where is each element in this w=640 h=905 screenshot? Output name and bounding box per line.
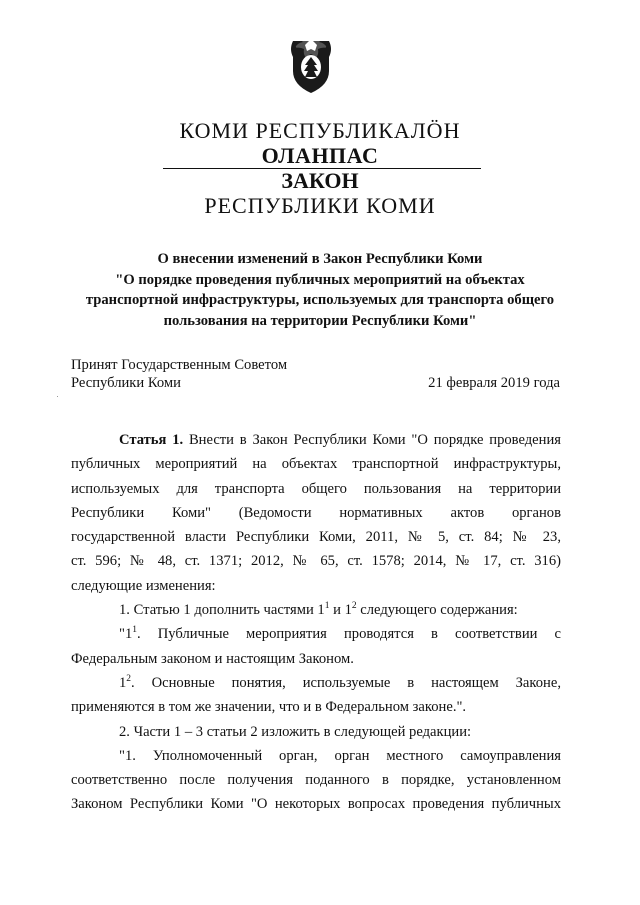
adoption-info: [71, 356, 287, 392]
article-1: [71, 428, 561, 817]
article-paragraph-line: Республики Коми" (Ведомости нормативных актов органов: [71, 504, 561, 521]
law-title-line: транспортной инфраструктуры, используемых для транспорта общего: [85, 292, 555, 308]
article-paragraph-line: ст. 596; № 48, ст. 1371; 2012, № 65, ст. 1578; 2014, № 17, ст. 316): [71, 553, 561, 570]
header-republic-komi-language: КОМИ РЕСПУБЛИКАЛÖН: [179, 118, 461, 143]
part-1-1-line: "$1^1$. Публичные мероприятия проводятся в соответствии с: [119, 625, 561, 643]
header-oланпас: ОЛАНПАС: [261, 143, 379, 168]
part-1-2-line: применяются в том же значении, что и в Федеральном законе.".: [71, 699, 467, 716]
adoption-date: 21 февраля 2019 года: [428, 375, 560, 391]
law-title-line: пользования на территории Республики Коми": [163, 312, 477, 329]
article-paragraph-line: следующие изменения:: [71, 577, 216, 594]
law-title-line: "О порядке проведения публичных мероприятий на объектах: [115, 271, 525, 288]
article-heading: Статья 1.: [119, 432, 184, 448]
adopted-by-line2: Республики Коми: [71, 375, 181, 391]
part-1-line: Законом Республики Коми "О некоторых вопросах проведения публичных: [71, 796, 561, 813]
part-1-2-line: $1^2$. Основные понятия, используемые в настоящем Законе,: [119, 673, 561, 691]
article-paragraph-line: публичных мероприятий на объектах транспортной инфраструктуры,: [71, 456, 561, 473]
adopted-by-line1: Принят Государственным Советом: [71, 357, 288, 373]
item-1: 1. Статью 1 дополнить частями $1^1$ и $1^2$ следующего содержания:: [119, 601, 518, 619]
part-1-line: соответственно после получения поданного в порядке, установленном: [71, 772, 561, 789]
coat-of-arms-icon: [287, 27, 335, 97]
law-title-line: О внесении изменений в Закон Республики Коми: [157, 251, 483, 267]
article-paragraph-line: Статья 1. Внести в Закон Республики Коми "О порядке проведения: [119, 432, 561, 448]
article-paragraph-line: используемых для транспорта общего пользования на территории: [71, 480, 561, 497]
scan-mark: [57, 396, 58, 397]
part-1-line: "1. Уполномоченный орган, орган местного самоуправления: [119, 747, 561, 764]
header-law: ЗАКОН: [281, 168, 359, 193]
item-2: 2. Части 1 – 3 статьи 2 изложить в следующей редакции:: [119, 723, 472, 740]
law-title: [55, 249, 585, 331]
article-paragraph-line: государственной власти Республики Коми, 2011, № 5, ст. 84; № 23,: [71, 529, 561, 546]
part-1-1-line: Федеральным законом и настоящим Законом.: [71, 650, 354, 667]
header-republic-komi: РЕСПУБЛИКИ КОМИ: [204, 193, 436, 218]
